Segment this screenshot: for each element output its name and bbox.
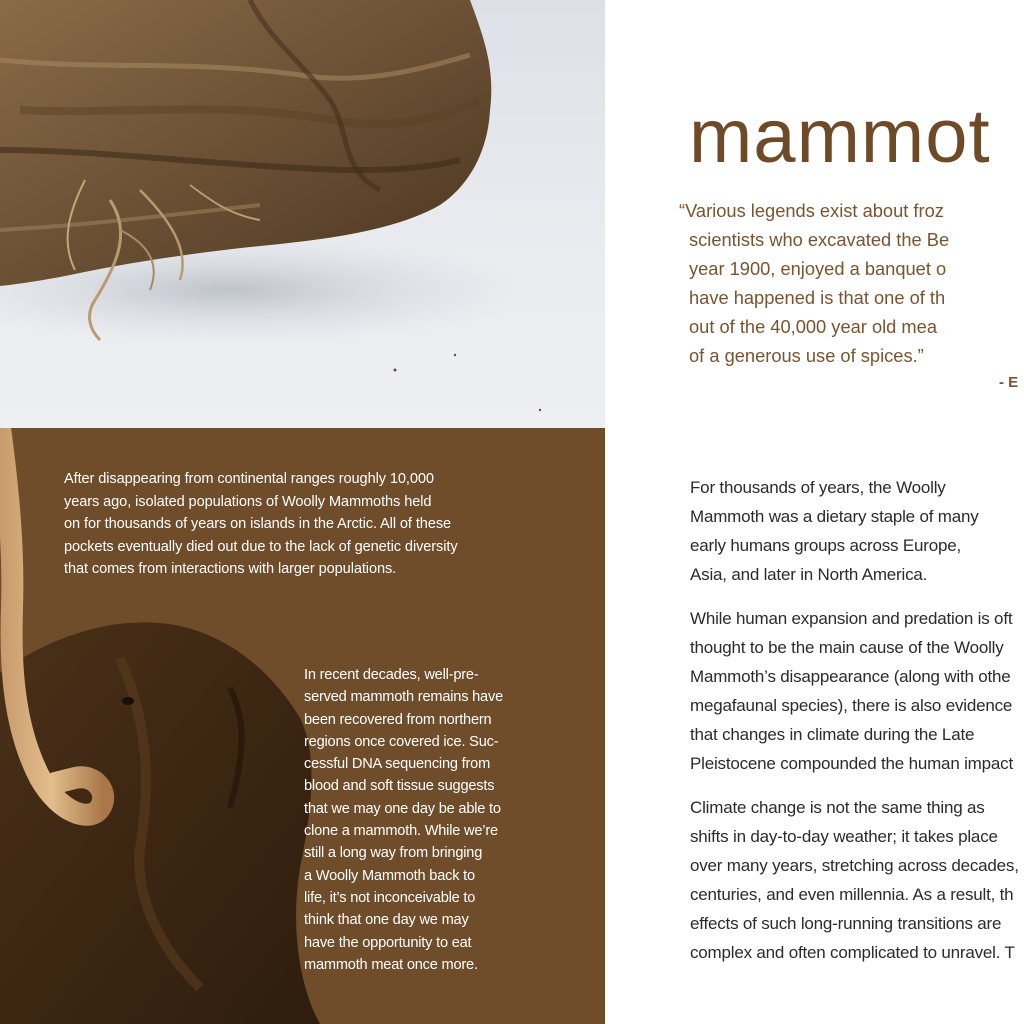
body-line: effects of such long-running transitions are xyxy=(690,914,1002,933)
meat-illustration xyxy=(0,0,605,428)
quote-line: of a generous use of spices.” xyxy=(689,345,924,366)
body-line: Pleistocene compounded the human impact xyxy=(690,754,1013,773)
body-line: Asia, and later in North America. xyxy=(690,565,928,584)
quote-line: year 1900, enjoyed a banquet o xyxy=(689,258,947,279)
quote-attribution: - E xyxy=(999,374,1019,391)
intro-line: that comes from interactions with larger populations. xyxy=(64,561,397,578)
page-title: mammot xyxy=(689,94,991,179)
column-line: been recovered from northern xyxy=(304,711,492,728)
mammoth-meat-photo xyxy=(0,0,605,428)
paragraph-climate-change xyxy=(690,793,1024,967)
body-line: that changes in climate during the Late xyxy=(690,725,975,744)
column-line: that we may one day be able to xyxy=(304,800,501,817)
intro-line: pockets eventually died out due to the lack of genetic diversity xyxy=(64,538,458,555)
paragraph-dietary-staple xyxy=(690,473,1024,589)
legend-quote xyxy=(679,196,1024,370)
column-line: have the opportunity to eat xyxy=(304,934,472,951)
quote-line: scientists who excavated the Be xyxy=(689,229,950,250)
body-line: For thousands of years, the Woolly xyxy=(690,478,946,497)
intro-line: on for thousands of years on islands in the Arctic. All of these xyxy=(64,516,452,533)
column-line: blood and soft tissue suggests xyxy=(304,778,495,795)
quote-line: have happened is that one of th xyxy=(689,287,946,308)
intro-line: After disappearing from continental ranges roughly 10,000 xyxy=(64,471,434,487)
column-line: a Woolly Mammoth back to xyxy=(304,867,475,884)
column-line: cessful DNA sequencing from xyxy=(304,756,491,773)
body-line: Climate change is not the same thing as xyxy=(690,798,985,817)
body-line: thought to be the main cause of the Woolly xyxy=(690,638,1004,657)
body-text xyxy=(690,473,1024,982)
column-line: clone a mammoth. While we’re xyxy=(304,823,498,840)
dna-column xyxy=(304,664,526,976)
body-line: early humans groups across Europe, xyxy=(690,536,962,555)
paragraph-extinction-causes xyxy=(690,604,1024,778)
body-line: Mammoth was a dietary staple of many xyxy=(690,507,979,526)
body-line: centuries, and even millennia. As a result, th xyxy=(690,885,1014,904)
right-column xyxy=(605,0,1024,1024)
body-line: complex and often complicated to unravel. T xyxy=(690,943,1015,962)
intro-paragraph xyxy=(64,468,509,581)
column-line: still a long way from bringing xyxy=(304,845,483,862)
body-line: shifts in day-to-day weather; it takes place xyxy=(690,827,998,846)
column-line: In recent decades, well-pre- xyxy=(304,667,479,683)
intro-line: years ago, isolated populations of Woolly Mammoths held xyxy=(64,493,432,510)
quote-line: “Various legends exist about froz xyxy=(679,200,944,221)
body-line: While human expansion and predation is oft xyxy=(690,609,1013,628)
body-line: over many years, stretching across decades, xyxy=(690,856,1019,875)
body-line: Mammoth’s disappearance (along with othe xyxy=(690,667,1011,686)
column-line: think that one day we may xyxy=(304,912,469,929)
column-line: regions once covered ice. Suc- xyxy=(304,733,499,750)
brown-text-panel xyxy=(0,428,605,1024)
column-line: mammoth meat once more. xyxy=(304,956,478,973)
column-line: life, it’s not inconceivable to xyxy=(304,889,476,906)
column-line: served mammoth remains have xyxy=(304,689,503,706)
body-line: megafaunal species), there is also evidence xyxy=(690,696,1013,715)
quote-line: out of the 40,000 year old mea xyxy=(689,316,937,337)
